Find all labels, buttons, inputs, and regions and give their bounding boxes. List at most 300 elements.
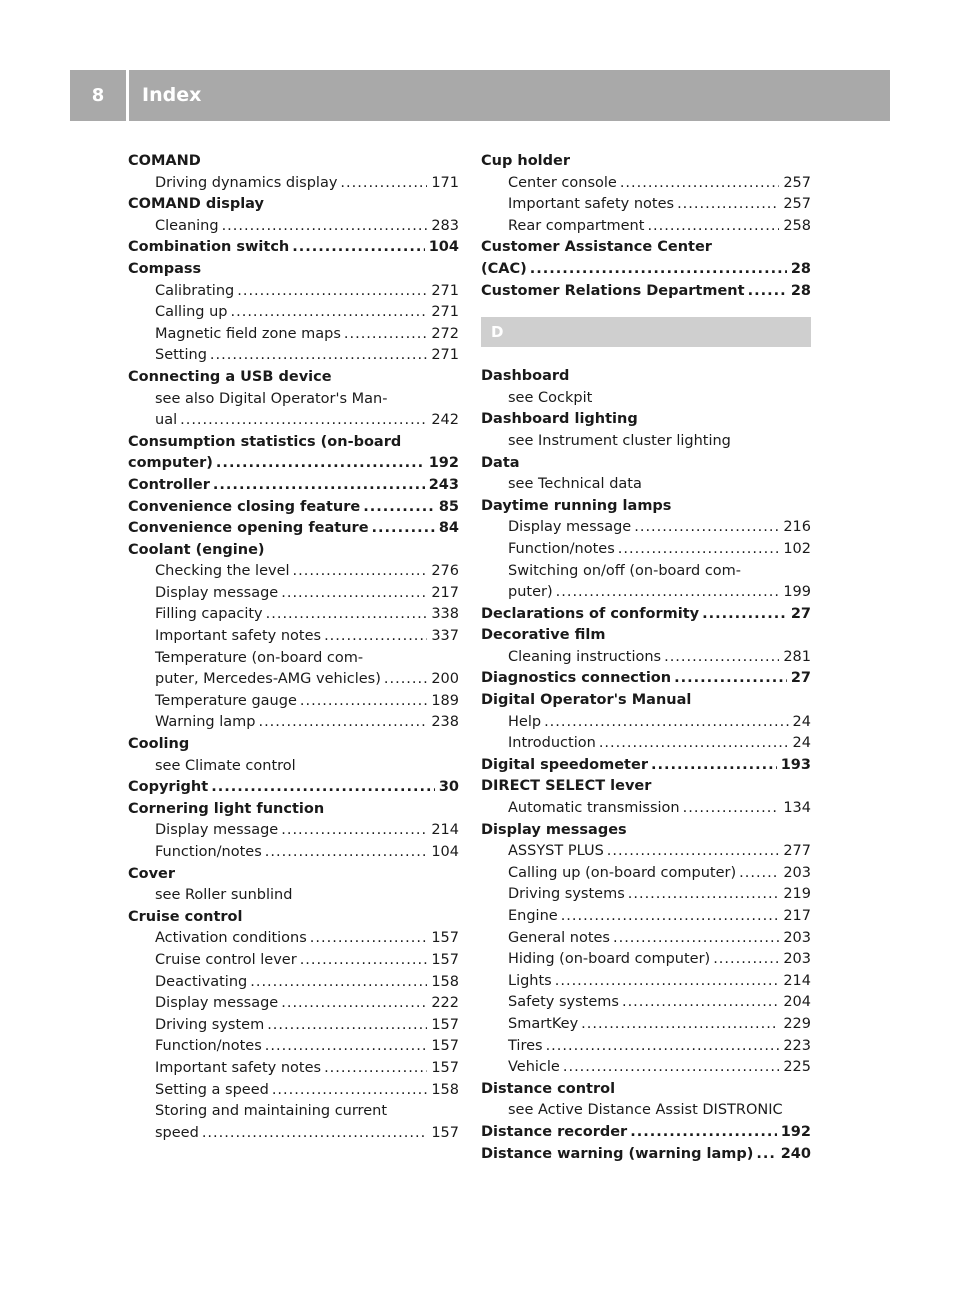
dot-leader bbox=[281, 993, 427, 1015]
index-subentry[interactable] bbox=[128, 626, 459, 648]
entry-label: see also Digital Operator's Man- bbox=[155, 390, 388, 407]
index-entry bbox=[128, 259, 459, 281]
dot-leader bbox=[340, 173, 427, 195]
index-entry[interactable] bbox=[481, 668, 811, 690]
index-subentry[interactable] bbox=[128, 820, 459, 842]
index-entry bbox=[481, 409, 811, 431]
index-entry bbox=[128, 907, 459, 929]
dot-leader bbox=[210, 345, 427, 367]
index-subentry[interactable] bbox=[481, 841, 811, 863]
entry-label: Setting a speed bbox=[155, 1081, 269, 1098]
index-entry[interactable] bbox=[128, 777, 459, 799]
page-reference[interactable]: 217 bbox=[431, 584, 459, 601]
index-subentry[interactable] bbox=[481, 992, 811, 1014]
entry-label: Cooling bbox=[128, 736, 190, 753]
index-subentry[interactable] bbox=[481, 863, 811, 885]
entry-label: Decorative film bbox=[481, 627, 606, 644]
entry-label: Activation conditions bbox=[155, 930, 307, 947]
page-reference[interactable]: 271 bbox=[431, 282, 459, 299]
entry-label: Daytime running lamps bbox=[481, 497, 672, 514]
dot-leader bbox=[281, 820, 427, 842]
page-reference[interactable]: 30 bbox=[438, 779, 459, 796]
dot-leader bbox=[258, 712, 427, 734]
entry-label: see Roller sunblind bbox=[155, 887, 293, 904]
page-reference[interactable]: 189 bbox=[431, 692, 459, 709]
index-entry[interactable] bbox=[481, 1122, 811, 1144]
index-subentry[interactable] bbox=[481, 949, 811, 971]
dot-leader bbox=[634, 517, 779, 539]
dot-leader bbox=[630, 1122, 777, 1144]
page-reference[interactable]: 214 bbox=[431, 822, 459, 839]
entry-label: Digital speedometer bbox=[481, 756, 648, 773]
entry-label: Driving dynamics display bbox=[155, 174, 338, 191]
page-reference[interactable]: 258 bbox=[783, 217, 811, 234]
entry-label: Cornering light function bbox=[128, 800, 325, 817]
entry-label: Controller bbox=[128, 476, 210, 493]
dot-leader bbox=[677, 194, 779, 216]
page-reference[interactable]: 281 bbox=[783, 648, 811, 665]
index-entry bbox=[481, 690, 811, 712]
entry-label: Center console bbox=[508, 174, 617, 191]
index-entry bbox=[128, 540, 459, 562]
entry-label: speed bbox=[155, 1124, 199, 1141]
page-reference[interactable]: 24 bbox=[792, 713, 811, 730]
index-subentry[interactable] bbox=[481, 884, 811, 906]
entry-label: Checking the level bbox=[155, 563, 290, 580]
index-subentry[interactable] bbox=[481, 971, 811, 993]
dot-leader bbox=[664, 647, 779, 669]
index-entry bbox=[128, 799, 459, 821]
index-subentry[interactable] bbox=[128, 561, 459, 583]
entry-label: Cleaning bbox=[155, 217, 219, 234]
index-subentry bbox=[481, 1100, 811, 1122]
index-subentry[interactable] bbox=[481, 733, 811, 755]
entry-label: ual bbox=[155, 412, 178, 429]
index-subentry[interactable] bbox=[128, 410, 459, 432]
index-entry bbox=[128, 151, 459, 173]
index-entry bbox=[128, 432, 459, 454]
dot-leader bbox=[180, 410, 427, 432]
entry-label: Display message bbox=[155, 822, 279, 839]
entry-label: Calling up bbox=[155, 304, 228, 321]
index-subentry bbox=[128, 1101, 459, 1123]
page-reference[interactable]: 28 bbox=[790, 282, 811, 299]
page-reference[interactable]: 217 bbox=[783, 908, 811, 924]
entry-label: Driving systems bbox=[508, 886, 625, 903]
page-reference[interactable]: 102 bbox=[783, 540, 811, 557]
dot-leader bbox=[324, 626, 427, 648]
entry-label: General notes bbox=[508, 929, 610, 946]
page-reference[interactable]: 242 bbox=[431, 412, 459, 429]
index-subentry[interactable] bbox=[481, 798, 811, 820]
page-reference[interactable]: 28 bbox=[790, 260, 811, 277]
dot-leader bbox=[266, 604, 428, 626]
index-subentry[interactable] bbox=[128, 712, 459, 734]
page-reference[interactable]: 157 bbox=[431, 1016, 459, 1033]
index-subentry[interactable] bbox=[481, 906, 811, 928]
index-subentry[interactable] bbox=[128, 281, 459, 303]
index-subentry[interactable] bbox=[481, 216, 811, 238]
page-reference[interactable]: 104 bbox=[428, 239, 459, 256]
page-reference[interactable]: 157 bbox=[431, 930, 459, 947]
page-reference[interactable]: 24 bbox=[792, 735, 811, 752]
entry-label: see Instrument cluster lighting bbox=[508, 432, 731, 449]
entry-label: DIRECT SELECT lever bbox=[481, 778, 652, 795]
index-entry bbox=[128, 367, 459, 389]
entry-label: Switching on/off (on-board com- bbox=[508, 562, 742, 579]
entry-label: Important safety notes bbox=[155, 1059, 322, 1076]
index-subentry[interactable] bbox=[481, 539, 811, 561]
entry-label: Consumption statistics (on-board bbox=[128, 433, 402, 450]
entry-label: Vehicle bbox=[508, 1059, 560, 1076]
index-entry bbox=[481, 151, 811, 173]
section-letter-header: D bbox=[481, 317, 811, 347]
entry-label: Dashboard bbox=[481, 368, 570, 385]
index-entry bbox=[481, 625, 811, 647]
entry-label: Engine bbox=[508, 908, 558, 924]
dot-leader bbox=[213, 475, 425, 497]
index-column-left bbox=[128, 151, 459, 1144]
entry-label: Temperature gauge bbox=[155, 692, 297, 709]
entry-label: Dashboard lighting bbox=[481, 411, 638, 428]
dot-leader bbox=[293, 561, 428, 583]
index-entry bbox=[128, 194, 459, 216]
page-reference[interactable]: 27 bbox=[790, 605, 811, 622]
index-entry[interactable] bbox=[128, 237, 459, 259]
entry-label: see Technical data bbox=[508, 476, 642, 493]
index-entry bbox=[481, 453, 811, 475]
index-subentry[interactable] bbox=[128, 1015, 459, 1037]
entry-label: Distance warning (warning lamp) bbox=[481, 1145, 754, 1162]
entry-label: Hiding (on-board computer) bbox=[508, 951, 711, 968]
dot-leader bbox=[563, 1057, 779, 1079]
entry-label: Magnetic field zone maps bbox=[155, 325, 341, 342]
dot-leader bbox=[674, 668, 787, 690]
entry-label: Function/notes bbox=[508, 540, 615, 557]
dot-leader bbox=[237, 281, 427, 303]
dot-leader bbox=[544, 712, 788, 734]
entry-label: (CAC) bbox=[481, 260, 527, 277]
page-reference[interactable]: 276 bbox=[431, 563, 459, 580]
page-reference[interactable]: 104 bbox=[431, 844, 459, 860]
page-reference[interactable]: 240 bbox=[780, 1145, 811, 1162]
page-reference[interactable]: 157 bbox=[431, 951, 459, 968]
entry-label: Combination switch bbox=[128, 239, 290, 256]
index-column-right bbox=[481, 151, 811, 1165]
entry-label: Filling capacity bbox=[155, 606, 263, 623]
index-entry[interactable] bbox=[481, 259, 811, 281]
entry-label: ASSYST PLUS bbox=[508, 843, 604, 860]
page-reference[interactable]: 243 bbox=[428, 476, 459, 493]
dot-leader bbox=[647, 216, 779, 238]
index-entry[interactable] bbox=[128, 497, 459, 519]
index-entry bbox=[481, 237, 811, 259]
entry-label: Diagnostics connection bbox=[481, 670, 672, 687]
entry-label: puter) bbox=[508, 584, 553, 601]
page-reference[interactable]: 204 bbox=[783, 994, 811, 1011]
index-entry[interactable] bbox=[128, 453, 459, 475]
dot-leader bbox=[613, 928, 779, 950]
entry-label: Convenience opening feature bbox=[128, 520, 369, 537]
dot-leader bbox=[384, 669, 427, 691]
entry-label: Important safety notes bbox=[508, 196, 675, 213]
page-reference[interactable]: 158 bbox=[431, 1081, 459, 1098]
page-reference[interactable]: 257 bbox=[783, 196, 811, 213]
index-subentry[interactable] bbox=[128, 993, 459, 1015]
entry-label: Safety systems bbox=[508, 994, 619, 1011]
entry-label: Customer Relations Department bbox=[481, 282, 745, 299]
dot-leader bbox=[202, 1123, 428, 1145]
dot-leader bbox=[683, 798, 780, 820]
index-subentry[interactable] bbox=[128, 345, 459, 367]
page-reference[interactable]: 203 bbox=[783, 929, 811, 946]
index-subentry[interactable] bbox=[481, 517, 811, 539]
page-reference[interactable]: 203 bbox=[783, 951, 811, 968]
index-subentry[interactable] bbox=[481, 1036, 811, 1058]
entry-label: Distance control bbox=[481, 1080, 616, 1097]
entry-label: see Active Distance Assist DISTRONIC bbox=[508, 1102, 783, 1119]
index-entry[interactable] bbox=[128, 475, 459, 497]
page-reference[interactable]: 27 bbox=[790, 670, 811, 687]
index-subentry[interactable] bbox=[481, 647, 811, 669]
entry-label: Display message bbox=[155, 584, 279, 601]
entry-label: COMAND bbox=[128, 153, 201, 169]
page-reference[interactable]: 158 bbox=[431, 973, 459, 990]
entry-label: COMAND display bbox=[128, 196, 264, 213]
page-reference[interactable]: 214 bbox=[783, 972, 811, 989]
entry-label: computer) bbox=[128, 455, 213, 472]
page-reference[interactable]: 171 bbox=[431, 174, 459, 191]
index-subentry[interactable] bbox=[481, 194, 811, 216]
dot-leader bbox=[546, 1036, 780, 1058]
page-reference[interactable]: 203 bbox=[783, 864, 811, 881]
index-subentry bbox=[128, 885, 459, 907]
dot-leader bbox=[556, 582, 780, 604]
dot-leader bbox=[618, 539, 780, 561]
index-subentry[interactable] bbox=[128, 583, 459, 605]
index-subentry[interactable] bbox=[481, 928, 811, 950]
page-reference[interactable]: 225 bbox=[783, 1059, 811, 1076]
page-reference[interactable]: 257 bbox=[783, 174, 811, 191]
entry-label: Warning lamp bbox=[155, 714, 256, 731]
dot-leader bbox=[620, 173, 779, 195]
index-subentry bbox=[128, 756, 459, 778]
index-subentry[interactable] bbox=[481, 712, 811, 734]
page-reference[interactable]: 219 bbox=[783, 886, 811, 903]
entry-label: Cover bbox=[128, 865, 176, 882]
page-reference[interactable]: 271 bbox=[431, 347, 459, 364]
index-entry[interactable] bbox=[128, 518, 459, 540]
index-entry[interactable] bbox=[481, 281, 811, 303]
entry-label: Calibrating bbox=[155, 282, 235, 299]
entry-label: puter, Mercedes-AMG vehicles) bbox=[155, 671, 381, 688]
entry-label: Tires bbox=[508, 1037, 543, 1054]
index-subentry[interactable] bbox=[481, 1014, 811, 1036]
dot-leader bbox=[561, 906, 780, 928]
dot-leader bbox=[530, 259, 787, 281]
entry-label: Driving system bbox=[155, 1016, 265, 1033]
dot-leader bbox=[272, 1080, 427, 1102]
page-reference[interactable]: 238 bbox=[431, 714, 459, 731]
index-subentry[interactable] bbox=[128, 928, 459, 950]
page-reference[interactable]: 192 bbox=[428, 455, 459, 472]
index-subentry bbox=[481, 431, 811, 453]
dot-leader bbox=[702, 604, 787, 626]
dot-leader bbox=[713, 949, 779, 971]
index-subentry bbox=[481, 474, 811, 496]
header-divider bbox=[126, 70, 129, 121]
entry-label: Data bbox=[481, 454, 520, 471]
entry-label: Cruise control bbox=[128, 908, 243, 925]
entry-label: Rear compartment bbox=[508, 217, 645, 234]
dot-leader bbox=[292, 237, 424, 259]
entry-label: Cleaning instructions bbox=[508, 648, 662, 665]
index-subentry[interactable] bbox=[128, 669, 459, 691]
dot-leader bbox=[739, 863, 779, 885]
dot-leader bbox=[231, 302, 428, 324]
dot-leader bbox=[222, 216, 428, 238]
entry-label: Cup holder bbox=[481, 153, 571, 169]
index-entry bbox=[481, 496, 811, 518]
index-subentry bbox=[481, 561, 811, 583]
entry-label: see Climate control bbox=[155, 757, 296, 774]
entry-label: Digital Operator's Manual bbox=[481, 692, 692, 709]
index-subentry[interactable] bbox=[128, 216, 459, 238]
dot-leader bbox=[756, 1144, 776, 1166]
entry-label: SmartKey bbox=[508, 1015, 579, 1032]
dot-leader bbox=[324, 1058, 427, 1080]
index-entry bbox=[481, 776, 811, 798]
dot-leader bbox=[748, 281, 787, 303]
entry-label: see Cockpit bbox=[508, 389, 593, 406]
page-reference[interactable]: 200 bbox=[431, 671, 459, 688]
dot-leader bbox=[265, 1036, 428, 1058]
dot-leader bbox=[267, 1015, 427, 1037]
index-subentry[interactable] bbox=[128, 1036, 459, 1058]
page-reference[interactable]: 85 bbox=[438, 498, 459, 515]
index-subentry bbox=[128, 648, 459, 670]
dot-leader bbox=[300, 950, 428, 972]
index-subentry[interactable] bbox=[128, 324, 459, 346]
index-subentry[interactable] bbox=[481, 1057, 811, 1079]
index-subentry[interactable] bbox=[128, 972, 459, 994]
index-subentry[interactable] bbox=[128, 1123, 459, 1145]
index-subentry[interactable] bbox=[128, 604, 459, 626]
dot-leader bbox=[211, 777, 435, 799]
entry-label: Display message bbox=[508, 519, 632, 536]
page-reference[interactable]: 157 bbox=[431, 1038, 459, 1055]
index-entry[interactable] bbox=[481, 1144, 811, 1166]
index-subentry bbox=[128, 389, 459, 411]
page-reference[interactable]: 337 bbox=[431, 628, 459, 645]
page-reference[interactable]: 192 bbox=[780, 1123, 811, 1140]
page-reference[interactable]: 223 bbox=[783, 1037, 811, 1054]
entry-label: Display message bbox=[155, 995, 279, 1012]
entry-label: Lights bbox=[508, 972, 552, 989]
dot-leader bbox=[555, 971, 780, 993]
entry-label: Connecting a USB device bbox=[128, 368, 332, 385]
dot-leader bbox=[581, 1014, 779, 1036]
dot-leader bbox=[216, 453, 425, 475]
entry-label: Setting bbox=[155, 347, 207, 364]
entry-label: Function/notes bbox=[155, 1038, 262, 1055]
dot-leader bbox=[250, 972, 427, 994]
dot-leader bbox=[363, 497, 435, 519]
entry-label: Deactivating bbox=[155, 973, 248, 990]
index-entry bbox=[128, 864, 459, 886]
dot-leader bbox=[599, 733, 789, 755]
entry-label: Function/notes bbox=[155, 844, 262, 860]
dot-leader bbox=[607, 841, 780, 863]
page-reference[interactable]: 199 bbox=[783, 584, 811, 601]
page-reference[interactable]: 229 bbox=[783, 1015, 811, 1032]
index-entry bbox=[481, 820, 811, 842]
page-number: 8 bbox=[91, 85, 105, 106]
index-subentry[interactable] bbox=[128, 1058, 459, 1080]
index-subentry[interactable] bbox=[128, 842, 459, 864]
index-subentry[interactable] bbox=[128, 173, 459, 195]
index-subentry[interactable] bbox=[128, 950, 459, 972]
index-entry bbox=[481, 366, 811, 388]
index-entry[interactable] bbox=[481, 604, 811, 626]
index-subentry[interactable] bbox=[481, 582, 811, 604]
dot-leader bbox=[628, 884, 780, 906]
page-title: Index bbox=[142, 84, 202, 106]
page-reference[interactable]: 283 bbox=[431, 217, 459, 234]
dot-leader bbox=[344, 324, 427, 346]
index-subentry[interactable] bbox=[128, 1080, 459, 1102]
dot-leader bbox=[622, 992, 779, 1014]
entry-label: Introduction bbox=[508, 735, 596, 752]
index-entry bbox=[481, 1079, 811, 1101]
index-entry[interactable] bbox=[481, 755, 811, 777]
dot-leader bbox=[372, 518, 435, 540]
entry-label: Important safety notes bbox=[155, 628, 322, 645]
page-reference[interactable]: 338 bbox=[431, 606, 459, 623]
page-reference[interactable]: 134 bbox=[783, 800, 811, 817]
dot-leader bbox=[310, 928, 428, 950]
page-reference[interactable]: 84 bbox=[438, 520, 459, 537]
page-reference[interactable]: 216 bbox=[783, 519, 811, 536]
entry-label: Help bbox=[508, 713, 542, 730]
index-subentry[interactable] bbox=[128, 691, 459, 713]
entry-label: Temperature (on-board com- bbox=[155, 649, 364, 666]
page-reference[interactable]: 277 bbox=[783, 843, 811, 860]
dot-leader bbox=[281, 583, 427, 605]
page-reference[interactable]: 271 bbox=[431, 304, 459, 321]
dot-leader bbox=[300, 691, 427, 713]
page-reference[interactable]: 157 bbox=[431, 1059, 459, 1076]
dot-leader bbox=[651, 755, 777, 777]
page-reference[interactable]: 157 bbox=[431, 1124, 459, 1141]
entry-label: Calling up (on-board computer) bbox=[508, 864, 737, 881]
index-entry bbox=[128, 734, 459, 756]
entry-label: Compass bbox=[128, 260, 202, 277]
entry-label: Coolant (engine) bbox=[128, 541, 265, 558]
entry-label: Display messages bbox=[481, 821, 627, 838]
dot-leader bbox=[265, 842, 428, 864]
index-subentry[interactable] bbox=[481, 173, 811, 195]
entry-label: Copyright bbox=[128, 779, 209, 796]
index-subentry bbox=[481, 388, 811, 410]
entry-label: Convenience closing feature bbox=[128, 498, 361, 515]
page-reference[interactable]: 272 bbox=[431, 325, 459, 342]
page-reference[interactable]: 222 bbox=[431, 995, 459, 1012]
index-subentry[interactable] bbox=[128, 302, 459, 324]
entry-label: Customer Assistance Center bbox=[481, 239, 712, 256]
entry-label: Distance recorder bbox=[481, 1123, 628, 1140]
page-reference[interactable]: 193 bbox=[780, 756, 811, 773]
